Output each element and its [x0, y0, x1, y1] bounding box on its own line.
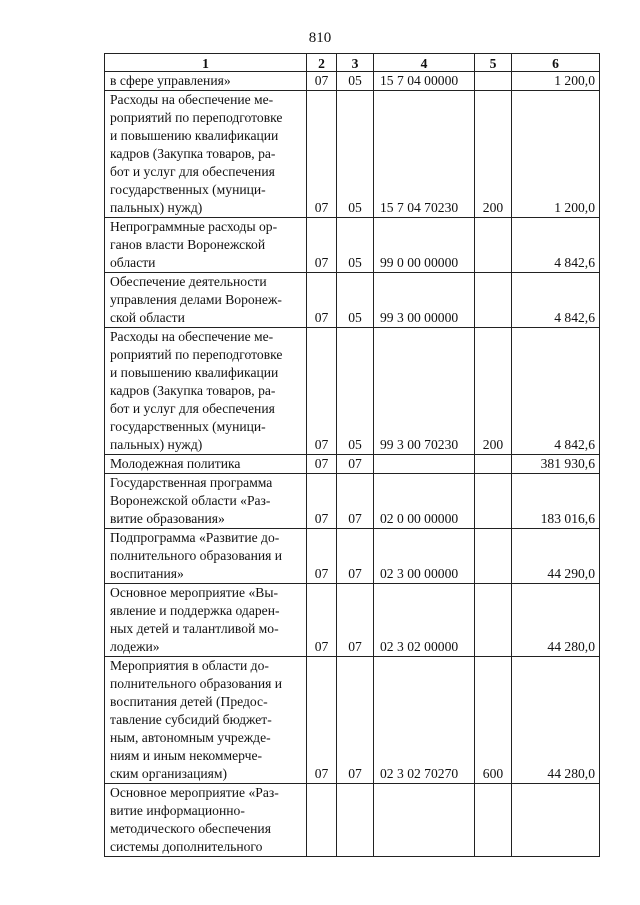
cell-expense-type: [475, 584, 512, 657]
cell-target-item: [374, 328, 475, 455]
cell-amount: [512, 529, 600, 584]
cell-subsection: [337, 657, 374, 784]
cell-amount: [512, 584, 600, 657]
cell-name: [105, 273, 307, 328]
cell-section-text: 07: [314, 456, 329, 471]
cell-section: [307, 657, 337, 784]
cell-target-item-text: 15 7 04 70230: [380, 200, 459, 215]
cell-section: [307, 474, 337, 529]
cell-section: [307, 328, 337, 455]
cell-section: [307, 91, 337, 218]
cell-name: [105, 529, 307, 584]
cell-section-text: 07: [314, 255, 329, 270]
cell-target-item: [374, 529, 475, 584]
cell-target-item-text: 02 3 00 00000: [380, 566, 459, 581]
column-header-expense-type: 5: [475, 54, 512, 72]
cell-amount: [512, 657, 600, 784]
cell-target-item: [374, 784, 475, 857]
table-header-row: [105, 54, 600, 72]
page-number: 810: [308, 30, 332, 46]
cell-expense-type-text: 200: [482, 437, 504, 452]
cell-amount-text: 44 280,0: [547, 639, 595, 654]
cell-target-item-text: 99 3 00 00000: [380, 310, 459, 325]
cell-amount-text: 4 842,6: [554, 437, 595, 452]
cell-target-item-text: 02 3 02 70270: [380, 766, 459, 781]
cell-section-text: 07: [314, 639, 329, 654]
cell-name-text: Непрограммные расходы ор- ганов власти Воронежской области: [110, 219, 278, 270]
cell-subsection: [337, 72, 374, 91]
cell-target-item: [374, 584, 475, 657]
cell-subsection: [337, 218, 374, 273]
cell-section: [307, 784, 337, 857]
cell-amount-text: 44 290,0: [547, 566, 595, 581]
cell-section: [307, 218, 337, 273]
cell-section: [307, 529, 337, 584]
cell-name: [105, 784, 307, 857]
table-row: [105, 218, 600, 273]
cell-name-text: Основное мероприятие «Вы- явление и поддержка одарен- ных детей и талантливой мо- лодежи»: [110, 585, 280, 654]
cell-target-item-text: 99 3 00 70230: [380, 437, 459, 452]
cell-target-item-text: 02 3 02 00000: [380, 639, 459, 654]
cell-section-text: 07: [314, 566, 329, 581]
cell-amount-text: 1 200,0: [554, 200, 595, 215]
cell-subsection-text: 05: [348, 255, 362, 270]
cell-expense-type: [475, 72, 512, 91]
column-header-subsection: 3: [337, 54, 374, 72]
cell-amount: [512, 784, 600, 857]
cell-amount-text: 183 016,6: [540, 511, 595, 526]
table-row: [105, 529, 600, 584]
table-body: [105, 72, 600, 857]
cell-subsection: [337, 474, 374, 529]
cell-expense-type: [475, 91, 512, 218]
cell-section-text: 07: [314, 511, 329, 526]
cell-expense-type-text: 600: [482, 766, 504, 781]
cell-amount: [512, 455, 600, 474]
cell-name-text: Молодежная политика: [110, 456, 241, 471]
column-header-target-item: 4: [374, 54, 475, 72]
cell-section-text: 07: [314, 766, 329, 781]
cell-subsection-text: 05: [348, 310, 362, 325]
column-header-name: 1: [105, 54, 307, 72]
cell-expense-type: [475, 218, 512, 273]
cell-name-text: Мероприятия в области до- полнительного образования и воспитания детей (Предос- тавление субсидий бюджет- ным, автономным учрежде- ниям и иным некоммерче- ским организациям): [110, 658, 283, 781]
cell-amount: [512, 91, 600, 218]
table-row: [105, 657, 600, 784]
cell-name-text: Обеспечение деятельности управления делами Воронеж- ской области: [110, 274, 282, 325]
column-header-section: 2: [307, 54, 337, 72]
cell-target-item: [374, 273, 475, 328]
cell-target-item-text: 99 0 00 00000: [380, 255, 459, 270]
cell-amount-text: 4 842,6: [554, 310, 595, 325]
cell-expense-type: [475, 784, 512, 857]
cell-name: [105, 455, 307, 474]
cell-target-item-text: 15 7 04 00000: [380, 73, 459, 88]
cell-amount: [512, 328, 600, 455]
cell-amount-text: 381 930,6: [540, 456, 595, 471]
cell-amount-text: 4 842,6: [554, 255, 595, 270]
cell-section: [307, 455, 337, 474]
cell-subsection-text: 07: [348, 566, 362, 581]
cell-name-text: Расходы на обеспечение ме- роприятий по переподготовке и повышению квалификации кадров (Закупка товаров, ра- бот и услуг для обеспечения государственных (муници- пальных) нужд): [110, 92, 283, 215]
cell-expense-type-text: 200: [482, 200, 504, 215]
table-row: [105, 91, 600, 218]
cell-expense-type: [475, 328, 512, 455]
cell-name-text: Основное мероприятие «Раз- витие информационно- методического обеспечения системы дополнительного: [110, 785, 279, 854]
cell-target-item: [374, 474, 475, 529]
table-row: [105, 474, 600, 529]
table-row: [105, 273, 600, 328]
cell-amount-text: 1 200,0: [554, 73, 595, 88]
cell-section-text: 07: [314, 310, 329, 325]
table-row: [105, 72, 600, 91]
cell-subsection: [337, 328, 374, 455]
cell-section: [307, 273, 337, 328]
cell-subsection-text: 07: [348, 456, 362, 471]
cell-subsection: [337, 529, 374, 584]
cell-amount: [512, 273, 600, 328]
cell-name: [105, 91, 307, 218]
cell-section-text: 07: [314, 437, 329, 452]
budget-table: [104, 53, 600, 857]
cell-name-text: в сфере управления»: [110, 73, 231, 88]
cell-subsection-text: 07: [348, 639, 362, 654]
cell-section-text: 07: [314, 73, 329, 88]
cell-subsection: [337, 273, 374, 328]
table-row: [105, 584, 600, 657]
cell-name-text: Расходы на обеспечение ме- роприятий по переподготовке и повышению квалификации кадров (Закупка товаров, ра- бот и услуг для обеспечения государственных (муници- пальных) нужд): [110, 329, 283, 452]
cell-subsection-text: 05: [348, 73, 362, 88]
cell-expense-type: [475, 657, 512, 784]
cell-expense-type: [475, 529, 512, 584]
cell-expense-type: [475, 455, 512, 474]
cell-subsection-text: 07: [348, 511, 362, 526]
cell-section: [307, 584, 337, 657]
cell-name: [105, 328, 307, 455]
cell-target-item: [374, 218, 475, 273]
cell-expense-type: [475, 273, 512, 328]
table-row: [105, 784, 600, 857]
cell-subsection-text: 05: [348, 200, 362, 215]
cell-amount: [512, 218, 600, 273]
cell-amount: [512, 72, 600, 91]
cell-subsection-text: 05: [348, 437, 362, 452]
cell-target-item: [374, 657, 475, 784]
cell-subsection: [337, 91, 374, 218]
cell-target-item: [374, 72, 475, 91]
cell-name: [105, 72, 307, 91]
cell-target-item: [374, 91, 475, 218]
cell-name-text: Государственная программа Воронежской области «Раз- витие образования»: [110, 475, 273, 526]
cell-subsection-text: 07: [348, 766, 362, 781]
cell-subsection: [337, 584, 374, 657]
cell-subsection: [337, 455, 374, 474]
cell-amount-text: 44 280,0: [547, 766, 595, 781]
table-row: [105, 455, 600, 474]
cell-section-text: 07: [314, 200, 329, 215]
cell-expense-type: [475, 474, 512, 529]
column-header-amount: 6: [512, 54, 600, 72]
cell-subsection: [337, 784, 374, 857]
cell-section: [307, 72, 337, 91]
cell-name: [105, 584, 307, 657]
cell-name: [105, 218, 307, 273]
cell-name: [105, 474, 307, 529]
cell-name-text: Подпрограмма «Развитие до- полнительного образования и воспитания»: [110, 530, 283, 581]
cell-target-item-text: 02 0 00 00000: [380, 511, 459, 526]
table-row: [105, 328, 600, 455]
cell-amount: [512, 474, 600, 529]
cell-name: [105, 657, 307, 784]
cell-target-item: [374, 455, 475, 474]
